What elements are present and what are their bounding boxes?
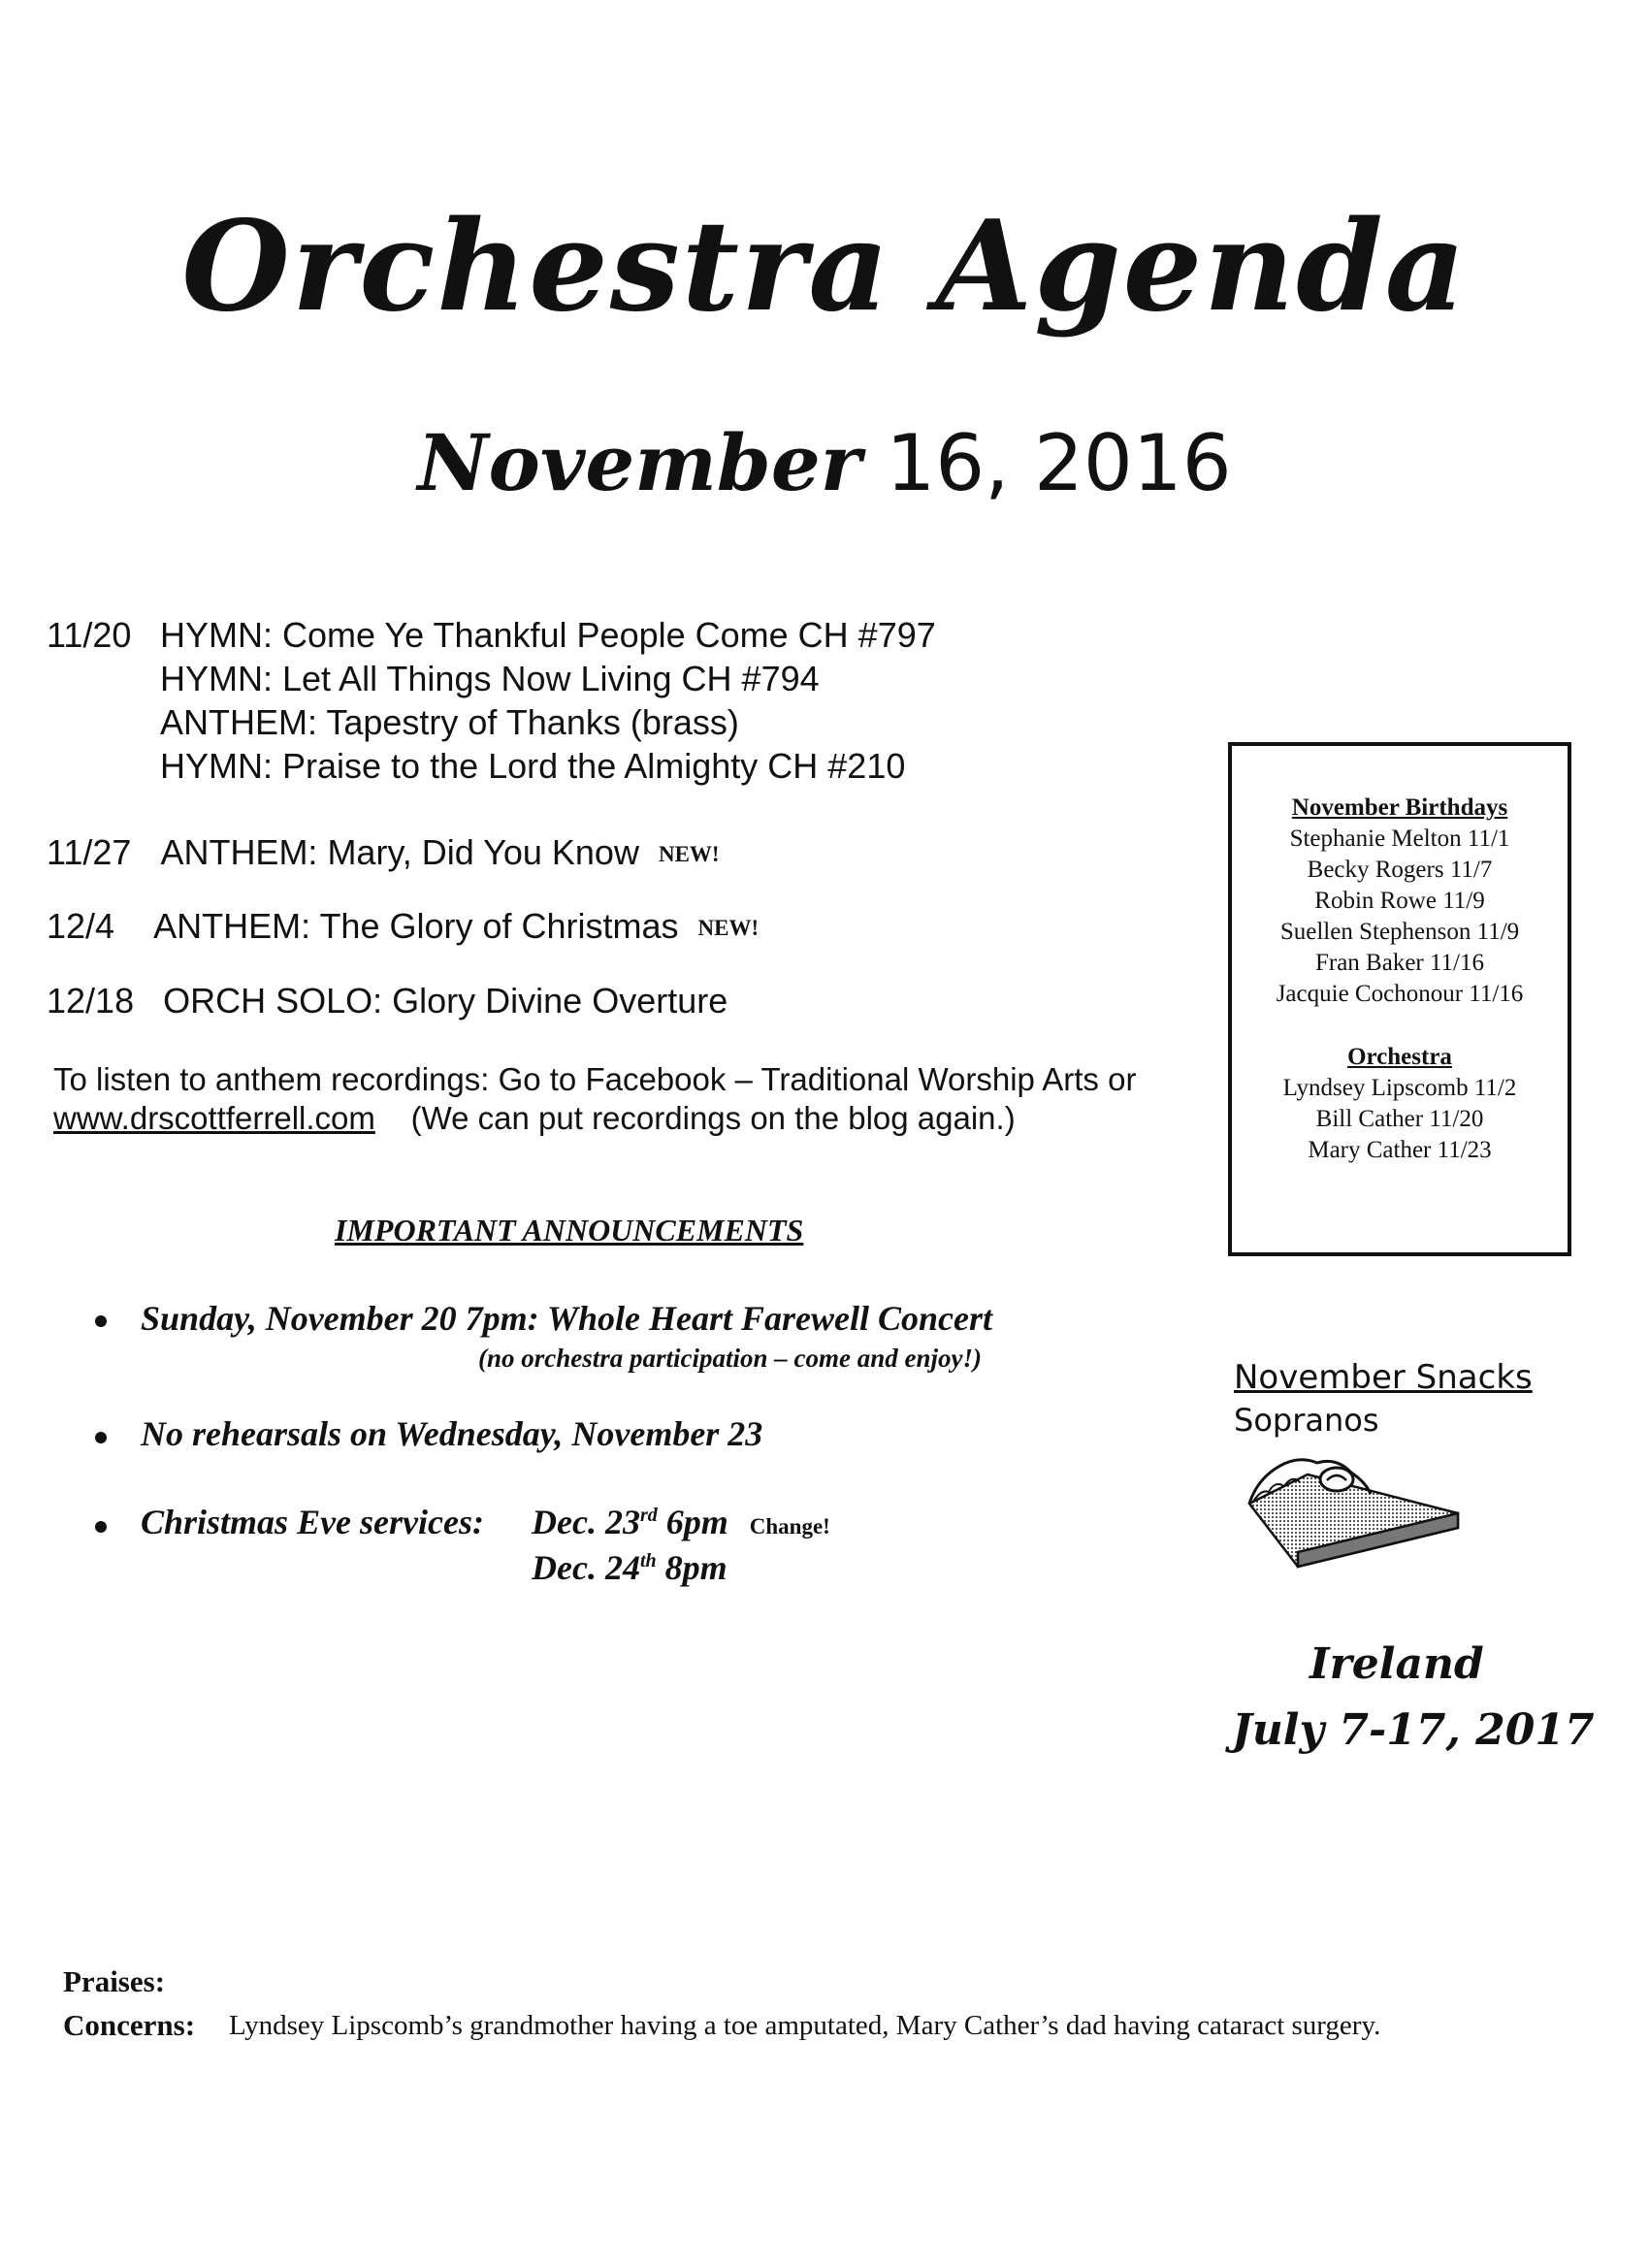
schedule-row-124 [47,905,759,950]
time-hour: 6pm [657,1503,728,1541]
recordings-note-line2: (We can put recordings on the blog again.) [410,1100,1016,1136]
new-badge: NEW! [697,916,760,941]
birthday-entry: Bill Cather 11/20 [1315,1106,1484,1132]
announcement-time-1 [532,1502,830,1542]
birthdays-heading: November Birthdays [1291,794,1508,821]
agenda-date [0,417,1649,509]
schedule-item: HYMN: Come Ye Thankful People Come CH #797 [160,615,936,655]
date-day-year: 16, 2016 [860,418,1232,508]
change-badge: Change! [749,1514,830,1539]
announcement-subtext: (no orchestra participation – come and enjoy!) [478,1344,982,1373]
pie-slice-icon [1240,1445,1463,1581]
schedule-item: ORCH SOLO: Glory Divine Overture [163,981,728,1021]
recordings-note-line1: To listen to anthem recordings: Go to Facebook – Traditional Worship Arts or [53,1061,1137,1097]
schedule-item: HYMN: Praise to the Lord the Almighty CH #210 [160,746,906,786]
schedule-date-1120: 11/20 [47,615,132,655]
birthday-entry: Lyndsey Lipscomb 11/2 [1282,1075,1517,1101]
page-title: Orchestra Agenda [181,194,1468,340]
announcement-time-2 [532,1547,728,1588]
schedule-item: ANTHEM: The Glory of Christmas [153,906,679,946]
ordinal-suffix: th [639,1550,657,1571]
schedule-row-1218 [47,980,728,1022]
snacks-group: Sopranos [1234,1402,1379,1439]
praises-label: Praises: [63,1964,166,1998]
birthday-entry: Jacquie Cochonour 11/16 [1276,981,1524,1007]
announcement-item: No rehearsals on Wednesday, November 23 [141,1414,763,1453]
announcements-heading: IMPORTANT ANNOUNCEMENTS [335,1213,804,1247]
schedule-item: ANTHEM: Mary, Did You Know [160,832,639,872]
birthday-entry: Fran Baker 11/16 [1314,950,1485,976]
birthday-entry: Suellen Stephenson 11/9 [1279,919,1520,945]
concerns-label: Concerns: [63,2008,196,2042]
schedule-date: 12/18 [47,981,135,1021]
birthdays-box [1228,742,1571,1256]
bullet-icon [95,1521,107,1533]
date-month: November [417,417,861,508]
concerns-text: Lyndsey Lipscomb’s grandmother having a toe amputated, Mary Cather’s dad having cataract surgery. [229,2010,1381,2041]
schedule-item: ANTHEM: Tapestry of Thanks (brass) [160,702,739,742]
birthday-entry: Robin Rowe 11/9 [1314,888,1485,914]
website-link[interactable]: www.drscottferrell.com [53,1100,375,1136]
schedule-date: 12/4 [47,906,115,946]
schedule-row-1127 [47,831,720,876]
bullet-icon [95,1315,107,1327]
announcement-item: Sunday, November 20 7pm: Whole Heart Farewell Concert [141,1299,992,1338]
bullet-icon [95,1432,107,1443]
orchestra-heading: Orchestra [1347,1044,1452,1070]
time-hour: 8pm [656,1548,728,1587]
recordings-note [53,1060,1136,1138]
trip-dates: July 7-17, 2017 [1232,1705,1595,1755]
time-date: Dec. 23 [532,1503,640,1541]
announcement-label: Christmas Eve services: [141,1503,484,1541]
trip-destination: Ireland [1310,1639,1484,1689]
birthday-entry: Becky Rogers 11/7 [1307,857,1493,883]
schedule-date: 11/27 [47,832,132,872]
ordinal-suffix: rd [639,1505,658,1526]
schedule-item: HYMN: Let All Things Now Living CH #794 [160,659,820,698]
new-badge: NEW! [658,842,720,867]
snacks-heading: November Snacks [1234,1358,1533,1397]
birthday-entry: Stephanie Melton 11/1 [1289,826,1510,852]
time-date: Dec. 24 [532,1548,640,1587]
birthday-entry: Mary Cather 11/23 [1308,1137,1492,1163]
